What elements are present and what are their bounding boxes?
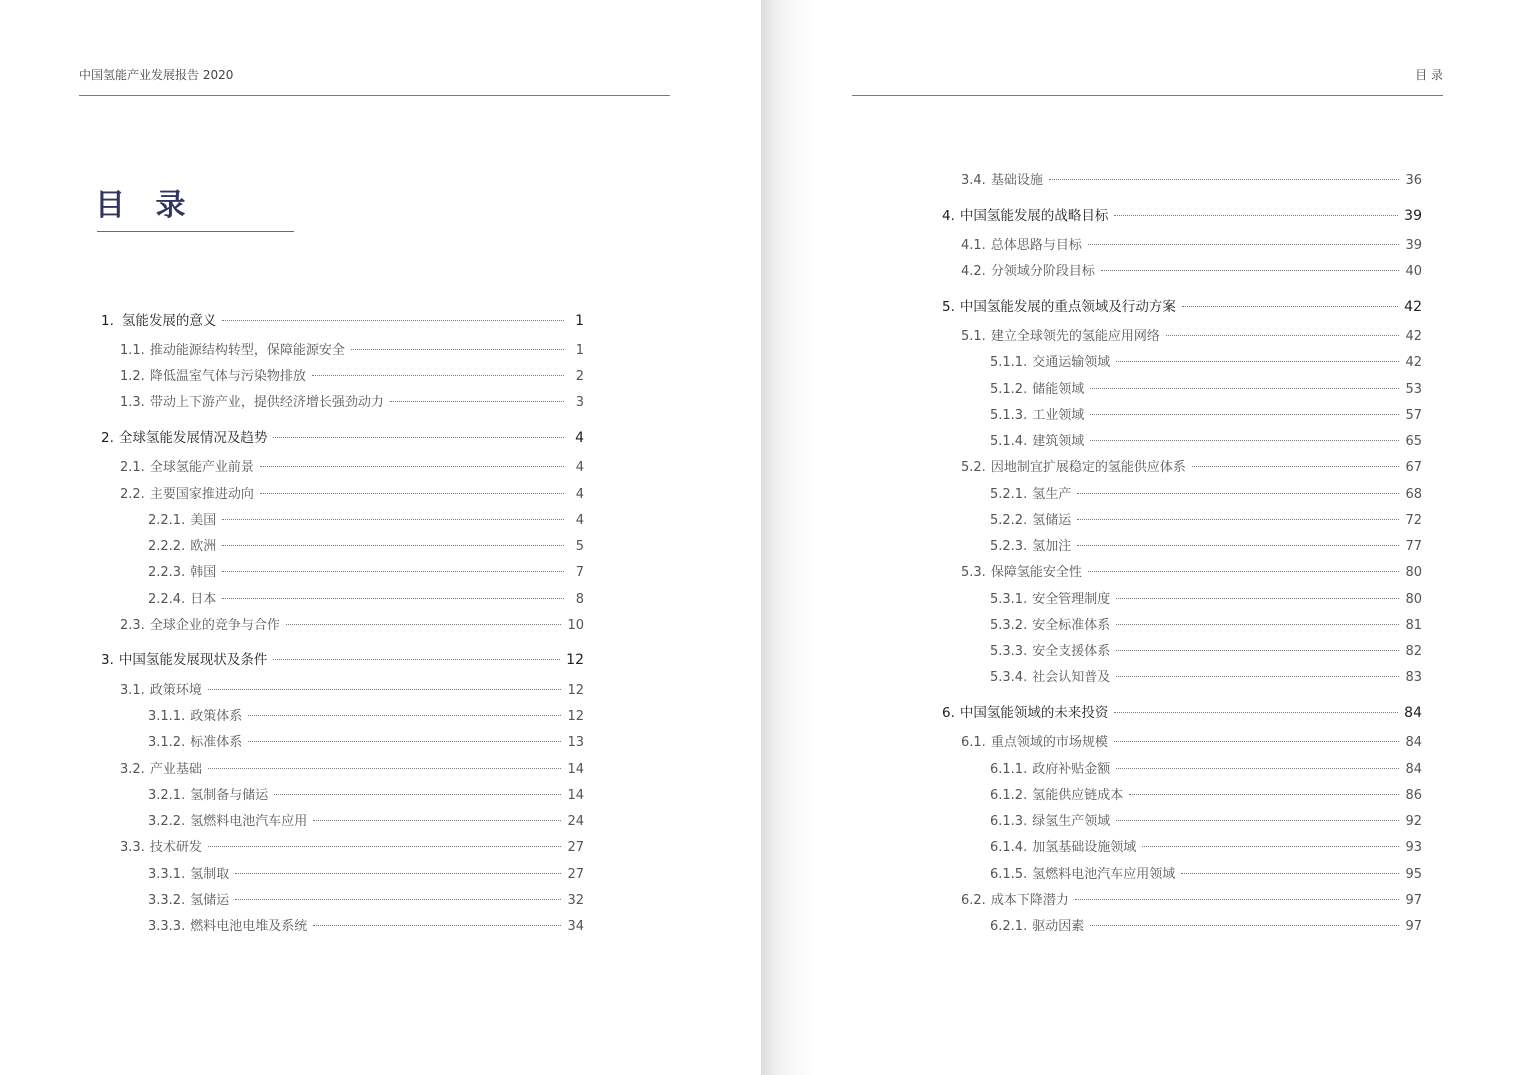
toc-entry[interactable]	[990, 433, 1422, 451]
toc-entry[interactable]	[101, 429, 584, 447]
toc-entry[interactable]	[990, 787, 1422, 805]
dot-leader	[313, 925, 561, 926]
toc-entry-title: 政策体系	[190, 709, 243, 724]
toc-entry-page: 53	[1405, 382, 1422, 397]
toc-entry-number: 3.3.2.	[148, 893, 186, 908]
header-rule-left	[79, 95, 670, 96]
toc-entry[interactable]	[148, 918, 584, 936]
toc-entry[interactable]	[120, 459, 584, 477]
right-page	[761, 0, 1522, 1075]
dot-leader	[1166, 335, 1400, 336]
toc-entry-number: 2.2.2.	[148, 539, 186, 554]
toc-entry[interactable]	[120, 761, 584, 779]
toc-entry[interactable]	[148, 564, 584, 582]
toc-entry[interactable]	[148, 813, 584, 831]
toc-entry[interactable]	[961, 734, 1422, 752]
toc-entry-page: 72	[1405, 513, 1422, 528]
dot-leader	[1142, 846, 1399, 847]
toc-entry-title: 分领域分阶段目标	[990, 264, 1095, 279]
toc-entry-page: 4	[575, 430, 584, 446]
toc-entry[interactable]	[961, 459, 1422, 477]
toc-entry-page: 97	[1405, 919, 1422, 934]
toc-entry-page: 80	[1405, 565, 1422, 580]
dot-leader	[1101, 270, 1400, 271]
toc-entry-page: 36	[1405, 173, 1422, 188]
toc-entry-number: 6.	[942, 705, 955, 721]
toc-entry-number: 3.4.	[961, 173, 986, 188]
toc-entry-title: 标准体系	[190, 735, 243, 750]
dot-leader	[1090, 388, 1399, 389]
toc-entry-title: 欧洲	[190, 539, 217, 554]
toc-entry-title: 因地制宜扩展稳定的氢能供应体系	[990, 460, 1186, 475]
toc-entry-number: 3.1.	[120, 683, 145, 698]
toc-entry-title: 氢能发展的意义	[121, 313, 217, 329]
toc-entry-page: 8	[575, 592, 584, 607]
toc-entry-page: 27	[567, 867, 584, 882]
toc-entry[interactable]	[120, 486, 584, 504]
toc-entry-page: 84	[1404, 705, 1422, 721]
toc-entry-title: 保障氢能安全性	[990, 565, 1082, 580]
toc-entry-number: 6.1.2.	[990, 788, 1028, 803]
toc-entry-title: 成本下降潜力	[990, 893, 1069, 908]
toc-entry-page: 92	[1405, 814, 1422, 829]
toc-entry-title: 基础设施	[990, 173, 1043, 188]
dot-leader	[1181, 873, 1399, 874]
toc-entry-page: 34	[567, 919, 584, 934]
toc-entry-number: 1.1.	[120, 343, 145, 358]
toc-entry-title: 美国	[190, 513, 217, 528]
toc-entry-number: 5.2.	[961, 460, 986, 475]
dot-leader	[1116, 768, 1399, 769]
dot-leader	[1192, 466, 1400, 467]
header-rule-right	[852, 95, 1443, 96]
toc-entry-number: 6.1.4.	[990, 840, 1028, 855]
toc-entry-title: 氢制备与储运	[190, 788, 269, 803]
dot-leader	[222, 545, 564, 546]
running-head-left: 中国氢能产业发展报告 2020	[79, 68, 234, 82]
toc-entry-number: 5.3.4.	[990, 670, 1028, 685]
toc-entry-number: 5.1.1.	[990, 355, 1028, 370]
toc-entry-page: 4	[575, 513, 584, 528]
toc-entry-title: 中国氢能领域的未来投资	[959, 705, 1109, 721]
toc-entry[interactable]	[990, 591, 1422, 609]
toc-entry-number: 2.2.	[120, 487, 145, 502]
toc-entry[interactable]	[148, 866, 584, 884]
toc-entry[interactable]	[120, 617, 584, 635]
toc-entry-page: 14	[567, 788, 584, 803]
toc-entry-number: 5.1.3.	[990, 408, 1028, 423]
toc-entry-number: 5.3.2.	[990, 618, 1028, 633]
toc-entry-number: 2.	[101, 430, 114, 446]
toc-entry-number: 2.2.1.	[148, 513, 186, 528]
toc-entry-title: 安全管理制度	[1032, 592, 1111, 607]
toc-entry-number: 1.3.	[120, 395, 145, 410]
dot-leader	[1114, 712, 1398, 713]
toc-entry-page: 13	[567, 735, 584, 750]
toc-entry[interactable]	[990, 407, 1422, 425]
toc-entry-number: 5.1.4.	[990, 434, 1028, 449]
toc-entry-page: 40	[1405, 264, 1422, 279]
dot-leader	[1049, 179, 1400, 180]
toc-entry-page: 68	[1405, 487, 1422, 502]
toc-entry-page: 10	[567, 618, 584, 633]
toc-entry-page: 24	[567, 814, 584, 829]
dot-leader	[208, 768, 562, 769]
toc-entry[interactable]	[961, 564, 1422, 582]
toc-entry-page: 93	[1405, 840, 1422, 855]
toc-entry-number: 2.2.3.	[148, 565, 186, 580]
toc-entry-number: 5.	[942, 299, 955, 315]
toc-entry[interactable]	[990, 839, 1422, 857]
toc-entry-page: 82	[1405, 644, 1422, 659]
dot-leader	[248, 741, 561, 742]
toc-entry[interactable]	[148, 892, 584, 910]
toc-entry-number: 3.2.	[120, 762, 145, 777]
toc-entry-title: 氢储运	[190, 893, 230, 908]
toc-entry-number: 2.3.	[120, 618, 145, 633]
toc-entry-title: 政策环境	[149, 683, 202, 698]
toc-entry-number: 3.	[101, 652, 114, 668]
dot-leader	[222, 320, 564, 321]
dot-leader	[1077, 493, 1399, 494]
toc-entry[interactable]	[990, 866, 1422, 884]
dot-leader	[1077, 545, 1399, 546]
toc-entry-page: 77	[1405, 539, 1422, 554]
toc-entry-number: 2.1.	[120, 460, 145, 475]
toc-entry-title: 产业基础	[149, 762, 202, 777]
toc-entry-number: 3.3.	[120, 840, 145, 855]
toc-entry[interactable]	[990, 643, 1422, 661]
toc-entry-number: 3.2.1.	[148, 788, 186, 803]
toc-entry[interactable]	[120, 368, 584, 386]
toc-entry-number: 6.1.	[961, 735, 986, 750]
dot-leader	[1088, 571, 1400, 572]
toc-entry-title: 氢储运	[1032, 513, 1072, 528]
toc-entry-number: 3.3.1.	[148, 867, 186, 882]
dot-leader	[260, 466, 564, 467]
toc-entry-number: 3.1.2.	[148, 735, 186, 750]
toc-entry-page: 95	[1405, 867, 1422, 882]
toc-entry-page: 39	[1404, 208, 1422, 224]
toc-entry-number: 6.1.5.	[990, 867, 1028, 882]
dot-leader	[286, 624, 562, 625]
toc-entry[interactable]	[148, 512, 584, 530]
toc-entry-page: 57	[1405, 408, 1422, 423]
toc-entry-title: 氢能供应链成本	[1032, 788, 1124, 803]
toc-heading: 目 录	[95, 188, 196, 223]
dot-leader	[1116, 676, 1399, 677]
dot-leader	[1114, 215, 1398, 216]
toc-entry-number: 5.2.3.	[990, 539, 1028, 554]
toc-entry-number: 1.2.	[120, 369, 145, 384]
toc-entry-number: 6.2.	[961, 893, 986, 908]
dot-leader	[208, 846, 562, 847]
toc-entry-title: 中国氢能发展的战略目标	[959, 208, 1109, 224]
toc-entry-page: 84	[1405, 762, 1422, 777]
toc-entry-page: 39	[1405, 238, 1422, 253]
toc-entry[interactable]	[120, 394, 584, 412]
toc-entry-number: 3.1.1.	[148, 709, 186, 724]
toc-entry-number: 2.2.4.	[148, 592, 186, 607]
toc-entry-number: 3.3.3.	[148, 919, 186, 934]
toc-entry-title: 氢制取	[190, 867, 230, 882]
toc-entry-page: 83	[1405, 670, 1422, 685]
dot-leader	[222, 519, 564, 520]
toc-entry[interactable]	[990, 813, 1422, 831]
toc-entry-title: 推动能源结构转型，保障能源安全	[149, 343, 345, 358]
toc-entry[interactable]	[961, 892, 1422, 910]
toc-entry-title: 工业领域	[1032, 408, 1085, 423]
toc-entry-page: 2	[575, 369, 584, 384]
toc-entry-page: 42	[1405, 329, 1422, 344]
dot-leader	[390, 401, 564, 402]
toc-entry-page: 1	[575, 313, 584, 329]
toc-entry-page: 67	[1405, 460, 1422, 475]
toc-entry[interactable]	[101, 651, 584, 669]
toc-entry-page: 81	[1405, 618, 1422, 633]
toc-entry-number: 5.2.1.	[990, 487, 1028, 502]
toc-entry[interactable]	[148, 734, 584, 752]
toc-entry[interactable]	[990, 486, 1422, 504]
toc-entry-page: 65	[1405, 434, 1422, 449]
toc-entry[interactable]	[990, 354, 1422, 372]
running-head-right: 目 录	[1415, 68, 1443, 82]
toc-entry-page: 1	[575, 343, 584, 358]
dot-leader	[1129, 794, 1399, 795]
toc-entry[interactable]	[120, 342, 584, 360]
dot-leader	[313, 820, 561, 821]
toc-entry-number: 1.	[101, 313, 114, 329]
toc-entry-number: 4.2.	[961, 264, 986, 279]
toc-entry-page: 97	[1405, 893, 1422, 908]
toc-entry-page: 12	[567, 709, 584, 724]
dot-leader	[273, 437, 564, 438]
toc-entry-title: 氢燃料电池汽车应用领域	[1032, 867, 1176, 882]
toc-entry-title: 驱动因素	[1032, 919, 1085, 934]
toc-entry-number: 5.3.3.	[990, 644, 1028, 659]
toc-entry-page: 12	[566, 652, 584, 668]
toc-entry-title: 带动上下游产业，提供经济增长强劲动力	[149, 395, 384, 410]
toc-entry-page: 7	[575, 565, 584, 580]
toc-entry-title: 建立全球领先的氢能应用网络	[990, 329, 1160, 344]
toc-entry-title: 氢生产	[1032, 487, 1072, 502]
toc-entry[interactable]	[990, 512, 1422, 530]
toc-entry-title: 政府补贴金额	[1032, 762, 1111, 777]
toc-entry-title: 总体思路与目标	[990, 238, 1082, 253]
toc-entry[interactable]	[942, 298, 1422, 316]
toc-entry-number: 3.2.2.	[148, 814, 186, 829]
toc-entry-number: 6.1.1.	[990, 762, 1028, 777]
toc-entry-page: 80	[1405, 592, 1422, 607]
dot-leader	[1116, 624, 1399, 625]
dot-leader	[1182, 306, 1398, 307]
dot-leader	[222, 571, 564, 572]
toc-entry[interactable]	[990, 538, 1422, 556]
toc-entry-title: 重点领域的市场规模	[990, 735, 1108, 750]
toc-entry-title: 安全标准体系	[1032, 618, 1111, 633]
toc-entry-page: 84	[1405, 735, 1422, 750]
dot-leader	[1114, 741, 1400, 742]
toc-entry-number: 5.3.1.	[990, 592, 1028, 607]
toc-entry[interactable]	[942, 207, 1422, 225]
toc-entry[interactable]	[148, 538, 584, 556]
toc-entry-title: 主要国家推进动向	[149, 487, 254, 502]
dot-leader	[1090, 440, 1399, 441]
toc-entry-title: 技术研发	[149, 840, 202, 855]
dot-leader	[273, 659, 560, 660]
toc-entry-title: 建筑领域	[1032, 434, 1085, 449]
dot-leader	[222, 598, 564, 599]
toc-entry-title: 氢加注	[1032, 539, 1072, 554]
toc-entry-number: 4.	[942, 208, 955, 224]
toc-entry-page: 4	[575, 487, 584, 502]
toc-entry-title: 全球氢能发展情况及趋势	[118, 430, 268, 446]
toc-entry-page: 42	[1404, 299, 1422, 315]
toc-entry[interactable]	[990, 669, 1422, 687]
toc-entry-title: 交通运输领域	[1032, 355, 1111, 370]
dot-leader	[1116, 361, 1399, 362]
dot-leader	[1090, 925, 1399, 926]
toc-entry-title: 储能领域	[1032, 382, 1085, 397]
toc-entry-title: 安全支援体系	[1032, 644, 1111, 659]
toc-entry-title: 燃料电池电堆及系统	[190, 919, 308, 934]
dot-leader	[1088, 244, 1400, 245]
dot-leader	[248, 715, 561, 716]
toc-entry[interactable]	[961, 237, 1422, 255]
toc-entry[interactable]	[148, 787, 584, 805]
toc-entry-number: 4.1.	[961, 238, 986, 253]
toc-entry-page: 32	[567, 893, 584, 908]
toc-entry-title: 绿氢生产领域	[1032, 814, 1111, 829]
toc-entry-title: 日本	[190, 592, 217, 607]
dot-leader	[1116, 820, 1399, 821]
toc-entry-title: 加氢基础设施领域	[1032, 840, 1137, 855]
toc-entry-number: 5.1.2.	[990, 382, 1028, 397]
toc-entry[interactable]	[961, 172, 1422, 190]
dot-leader	[235, 899, 561, 900]
dot-leader	[1090, 414, 1399, 415]
toc-entry[interactable]	[961, 263, 1422, 281]
toc-entry-page: 3	[575, 395, 584, 410]
toc-entry[interactable]	[990, 381, 1422, 399]
toc-entry-title: 社会认知普及	[1032, 670, 1111, 685]
dot-leader	[351, 349, 564, 350]
toc-entry[interactable]	[990, 617, 1422, 635]
toc-entry[interactable]	[961, 328, 1422, 346]
toc-entry[interactable]	[101, 312, 584, 330]
toc-entry-page: 12	[567, 683, 584, 698]
toc-entry-page: 27	[567, 840, 584, 855]
toc-entry[interactable]	[148, 708, 584, 726]
toc-entry-title: 全球企业的竞争与合作	[149, 618, 280, 633]
toc-entry-number: 5.1.	[961, 329, 986, 344]
toc-entry[interactable]	[120, 682, 584, 700]
toc-entry-number: 6.1.3.	[990, 814, 1028, 829]
toc-entry-number: 5.3.	[961, 565, 986, 580]
toc-entry-page: 4	[575, 460, 584, 475]
dot-leader	[1116, 598, 1399, 599]
toc-entry-page: 42	[1405, 355, 1422, 370]
toc-entry-number: 5.2.2.	[990, 513, 1028, 528]
dot-leader	[235, 873, 561, 874]
toc-entry[interactable]	[148, 591, 584, 609]
toc-entry-title: 氢燃料电池汽车应用	[190, 814, 308, 829]
toc-heading-rule	[97, 231, 294, 232]
dot-leader	[1077, 519, 1399, 520]
toc-entry-page: 5	[575, 539, 584, 554]
toc-entry-title: 全球氢能产业前景	[149, 460, 254, 475]
toc-entry-title: 中国氢能发展的重点领域及行动方案	[959, 299, 1176, 315]
toc-entry-title: 韩国	[190, 565, 217, 580]
toc-entry-title: 降低温室气体与污染物排放	[149, 369, 306, 384]
toc-entry[interactable]	[120, 839, 584, 857]
dot-leader	[260, 493, 564, 494]
dot-leader	[1116, 650, 1399, 651]
toc-entry-number: 6.2.1.	[990, 919, 1028, 934]
dot-leader	[1075, 899, 1400, 900]
toc-entry[interactable]	[990, 761, 1422, 779]
dot-leader	[274, 794, 561, 795]
toc-entry-page: 14	[567, 762, 584, 777]
toc-entry[interactable]	[942, 704, 1422, 722]
toc-entry-title: 中国氢能发展现状及条件	[118, 652, 268, 668]
dot-leader	[312, 375, 564, 376]
toc-entry-page: 86	[1405, 788, 1422, 803]
dot-leader	[208, 689, 562, 690]
toc-entry[interactable]	[990, 918, 1422, 936]
